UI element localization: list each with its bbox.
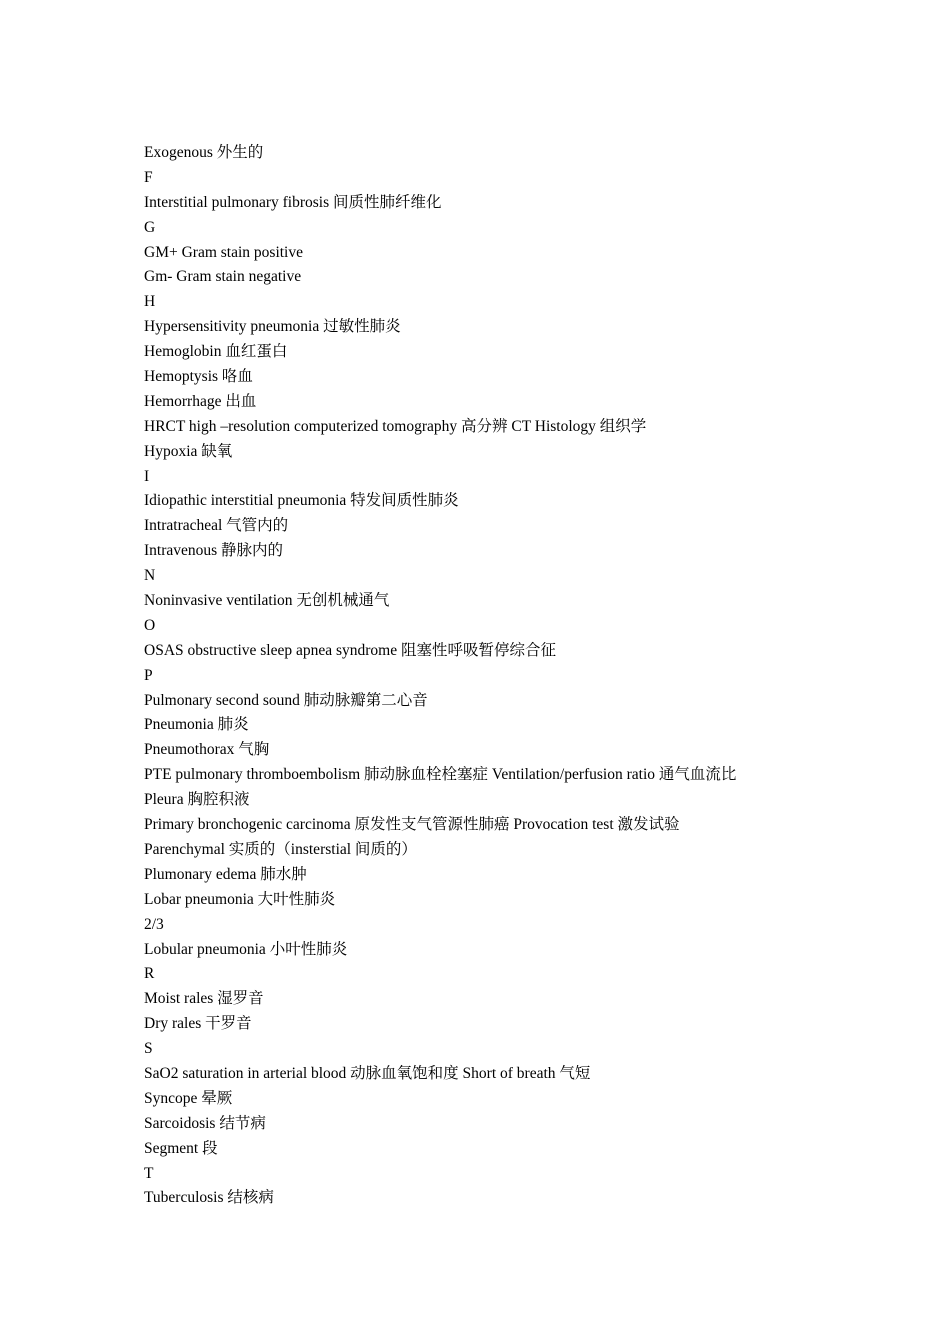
glossary-line: Idiopathic interstitial pneumonia 特发间质性肺炎: [144, 492, 459, 510]
glossary-line: Moist rales 湿罗音: [144, 990, 264, 1008]
glossary-line: P: [144, 666, 153, 684]
glossary-line: Pulmonary second sound 肺动脉瓣第二心音: [144, 691, 428, 709]
glossary-line: Syncope 晕厥: [144, 1089, 233, 1107]
glossary-line: G: [144, 218, 156, 236]
glossary-line: H: [144, 293, 156, 311]
glossary-line: Tuberculosis 结核病: [144, 1189, 274, 1207]
glossary-line: F: [144, 168, 153, 186]
glossary-line: SaO2 saturation in arterial blood 动脉血氧饱和度 Short of breath 气短: [144, 1064, 591, 1082]
glossary-line: Pleura 胸腔积液: [144, 791, 250, 809]
glossary-text: [144, 141, 904, 1211]
glossary-line: I: [144, 467, 150, 485]
glossary-line: Hemorrhage 出血: [144, 392, 257, 410]
glossary-line: Parenchymal 实质的（insterstial 间质的）: [144, 840, 417, 858]
glossary-line: Intravenous 静脉内的: [144, 542, 284, 560]
glossary-line: HRCT high –resolution computerized tomography 高分辨 CT Histology 组织学: [144, 417, 647, 435]
glossary-line: Lobular pneumonia 小叶性肺炎: [144, 940, 348, 958]
glossary-line: OSAS obstructive sleep apnea syndrome 阻塞性呼吸暂停综合征: [144, 641, 556, 659]
glossary-line: Noninvasive ventilation 无创机械通气: [144, 592, 390, 610]
glossary-line: Gm- Gram stain negative: [144, 268, 302, 286]
glossary-line: 2/3: [144, 915, 164, 933]
glossary-line: Pneumonia 肺炎: [144, 716, 249, 734]
glossary-line: Exogenous 外生的: [144, 144, 264, 161]
glossary-line: Segment 段: [144, 1139, 218, 1157]
glossary-line: Lobar pneumonia 大叶性肺炎: [144, 890, 336, 908]
glossary-line: Hemoglobin 血红蛋白: [144, 343, 288, 361]
glossary-line: Interstitial pulmonary fibrosis 间质性肺纤维化: [144, 193, 442, 211]
glossary-line: GM+ Gram stain positive: [144, 243, 303, 261]
glossary-line: T: [144, 1164, 154, 1182]
glossary-line: Hemoptysis 咯血: [144, 368, 253, 386]
glossary-line: O: [144, 616, 156, 634]
glossary-line: R: [144, 965, 155, 983]
glossary-line: Dry rales 干罗音: [144, 1015, 252, 1033]
glossary-line: Plumonary edema 肺水肿: [144, 865, 307, 883]
glossary-line: S: [144, 1040, 153, 1058]
glossary-line: Hypersensitivity pneumonia 过敏性肺炎: [144, 318, 401, 336]
glossary-line: Intratracheal 气管内的: [144, 517, 289, 535]
glossary-line: N: [144, 567, 156, 585]
glossary-line: Pneumothorax 气胸: [144, 741, 270, 759]
glossary-line: Primary bronchogenic carcinoma 原发性支气管源性肺癌 Provocation test 激发试验: [144, 816, 680, 834]
glossary-line: PTE pulmonary thromboembolism 肺动脉血栓栓塞症 Ventilation/perfusion ratio 通气血流比: [144, 766, 737, 784]
glossary-line: Sarcoidosis 结节病: [144, 1114, 266, 1132]
glossary-line: Hypoxia 缺氧: [144, 442, 233, 460]
